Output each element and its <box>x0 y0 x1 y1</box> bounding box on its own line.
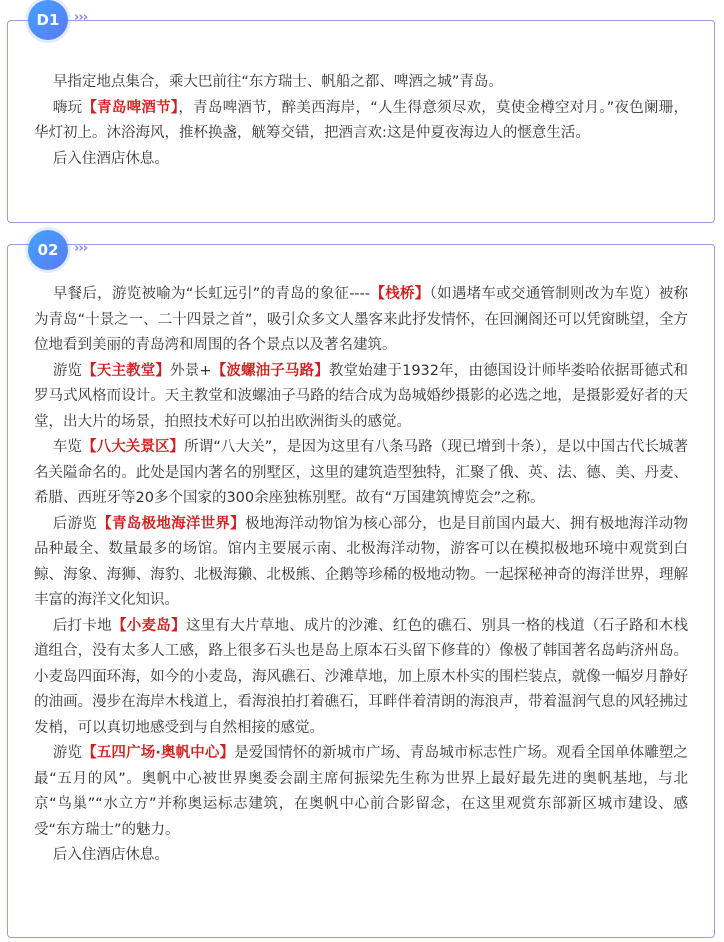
day2-p2-mid: 外景+ <box>170 362 212 379</box>
day1-badge: D1 <box>28 0 68 40</box>
day2-p6-prefix: 游览 <box>52 745 83 761</box>
day1-card <box>7 20 715 223</box>
day2-p3-text: 所谓“八大关”，是因为这里有八条马路（现已增到十条），是以中国古代长城著名关隘命名的。此处是国内著名的别墅区，这里的建筑造型独特，汇聚了俄、英、法、德、美、丹麦、希腊、西班牙等20多个国家的300余座独栋别墅。故有“万国建筑博览会”之称。 <box>34 439 689 506</box>
day2-p4-text: 极地海洋动物馆为核心部分，也是目前国内最大、拥有极地海洋动物品种最全、数量最多的场馆。馆内主要展示南、北极海洋动物，游客可以在模拟极地环境中观赏到白鲸、海象、海狮、海豹、北极海獭、北极熊、企鹅等珍稀的极地动物。一起探秘神奇的海洋世界，理解丰富的海洋文化知识。 <box>34 515 689 608</box>
day1-paragraph-3: 后入住酒店休息。 <box>52 150 169 167</box>
day2-badge: 02 <box>28 230 68 270</box>
day2-paragraph-7: 后入住酒店休息。 <box>52 847 169 863</box>
day2-paragraph-2 <box>34 359 688 436</box>
day1-p2-text: ，青岛啤酒节，醉美西海岸，“人生得意须尽欢，莫使金樽空对月。”夜色阑珊，华灯初上。沐浴海风，推杯换盏，觥筹交错，把酒言欢:这是仲夏夜海边人的惬意生活。 <box>34 99 689 141</box>
day2-paragraph-6 <box>34 741 688 843</box>
day2-p2-prefix: 游览 <box>52 362 83 379</box>
day1-paragraph-1: 早指定地点集合，乘大巴前往“东方瑞士、帆船之都、啤酒之城”青岛。 <box>52 74 503 90</box>
day2-content <box>34 282 688 869</box>
day1-p2-prefix: 嗨玩 <box>52 99 83 116</box>
day2-p6-text: 是爱国情怀的新城市广场、青岛城市标志性广场。观看全国单体雕塑之最“五月的风”。奥帆中心被世界奥委会副主席何振梁先生称为世界上最好最先进的奥帆基地，与北京“鸟巢”“水立方”并称奥运标志建筑，在奥帆中心前合影留念，在这里观赏东部新区城市建设、感受“东方瑞士”的魅力。 <box>34 745 689 838</box>
highlight-may-fourth-square: 【五四广场·奥帆中心】 <box>82 745 235 761</box>
day2-paragraph-1 <box>34 282 688 359</box>
highlight-catholic-church: 【天主教堂】 <box>82 362 171 379</box>
highlight-boluo-road: 【波螺油子马路】 <box>211 362 329 379</box>
bracket-open: 【 <box>82 99 98 116</box>
highlight-badaguan: 【八大关景区】 <box>82 439 185 455</box>
chevrons-right-icon: ››› <box>74 10 88 25</box>
highlight-polar-ocean-world: 【青岛极地海洋世界】 <box>97 515 245 532</box>
highlight-xiaomai-island: 【小麦岛】 <box>111 617 186 634</box>
day2-p5-prefix: 后打卡地 <box>52 617 112 634</box>
day2-paragraph-4 <box>34 512 688 614</box>
bracket-close: 】 <box>170 99 179 116</box>
highlight-zhanqiao: 【栈桥】 <box>370 286 430 302</box>
day2-paragraph-5 <box>34 614 688 742</box>
day2-p3-prefix: 车览 <box>52 439 83 455</box>
day1-content <box>34 70 688 172</box>
day2-p5-text: 这里有大片草地、成片的沙滩、红色的礁石、别具一格的栈道（石子路和木栈道组合，没有太多人工感，路上很多石头也是岛上原本石头留下修葺的）像极了韩国著名岛屿济州岛。小麦岛四面环海，如今的小麦岛，海风礁石、沙滩草地，加上原木朴实的围栏装点，就像一幅岁月静好的油画。漫步在海岸木栈道上，看海浪拍打着礁石，耳畔伴着清朗的海浪声，带着温润气息的风轻拂过发梢，可以真切地感受到与自然相接的感觉。 <box>34 617 689 736</box>
day1-paragraph-2 <box>34 96 688 147</box>
highlight-qingdao-beer-festival: 青岛啤酒节 <box>97 99 171 116</box>
day2-p2-text: 教堂始建于1932年，由德国设计师毕娄哈依据哥德式和罗马式风格而设计。天主教堂和波螺油子马路的结合成为岛城婚纱摄影的必选之地，是摄影爱好者的天堂，出大片的场景，拍照技术好可以拍出欧洲街头的感觉。 <box>34 362 689 430</box>
day2-p4-prefix: 后游览 <box>52 515 98 532</box>
day2-card <box>7 244 715 938</box>
day2-p1-text: （如遇堵车或交通管制则改为车览）被称为青岛“十景之一、二十四景之首”，吸引众多文人墨客来此抒发情怀，在回澜阁还可以凭窗眺望，全方位地看到美丽的青岛湾和周围的各个景点以及著名建筑。 <box>34 286 689 353</box>
chevrons-right-icon: ››› <box>74 241 88 256</box>
day2-p1-prefix: 早餐后，游览被喻为“长虹远引”的青岛的象征---- <box>52 286 371 302</box>
day2-paragraph-3 <box>34 435 688 512</box>
